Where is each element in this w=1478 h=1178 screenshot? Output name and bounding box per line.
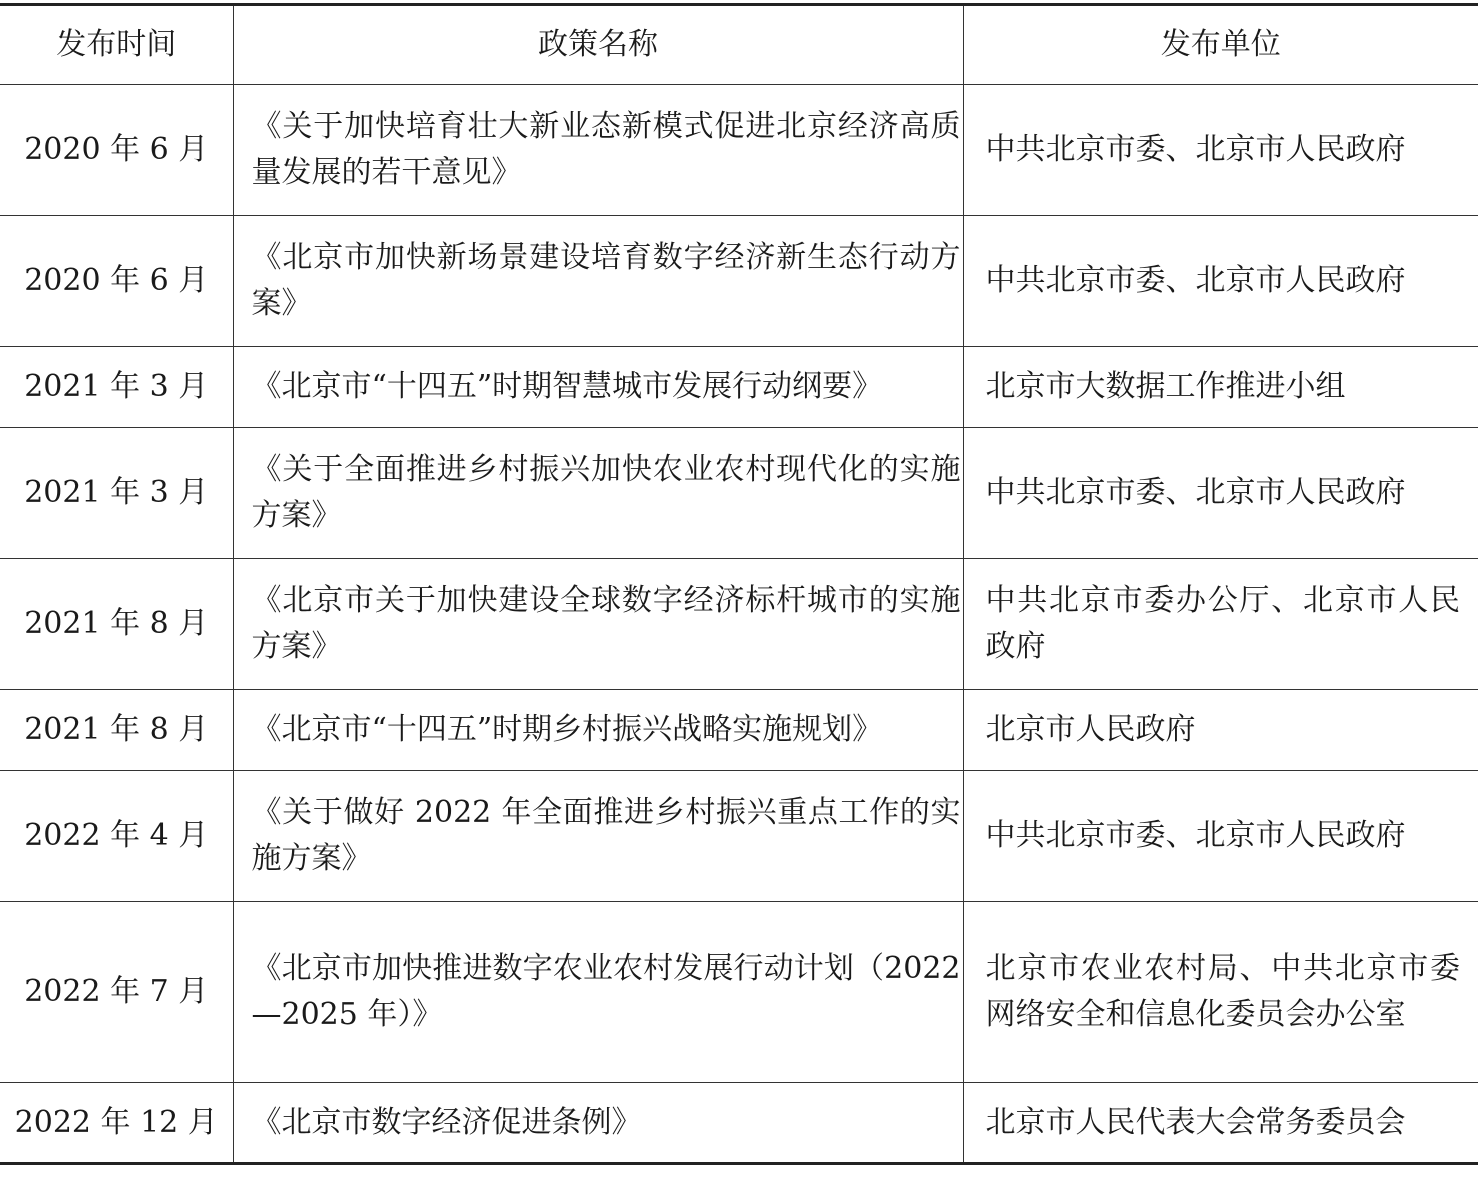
table-body — [0, 85, 1478, 1164]
date-cell: 2021 年 8 月 — [0, 690, 233, 771]
policy-name-cell: 《北京市加快新场景建设培育数字经济新生态行动方案》 — [233, 216, 963, 347]
publisher-cell: 北京市农业农村局、中共北京市委网络安全和信息化委员会办公室 — [963, 902, 1478, 1083]
date-cell: 2021 年 3 月 — [0, 428, 233, 559]
publisher-cell: 北京市人民代表大会常务委员会 — [963, 1083, 1478, 1164]
table-row — [0, 1083, 1478, 1164]
date-cell: 2022 年 4 月 — [0, 771, 233, 902]
table-row — [0, 347, 1478, 428]
publisher-cell: 中共北京市委、北京市人民政府 — [963, 428, 1478, 559]
table-row — [0, 85, 1478, 216]
publisher-cell: 中共北京市委办公厅、北京市人民政府 — [963, 559, 1478, 690]
table-row — [0, 216, 1478, 347]
date-cell: 2022 年 12 月 — [0, 1083, 233, 1164]
header-publisher: 发布单位 — [963, 5, 1478, 85]
policy-name-cell: 《关于做好 2022 年全面推进乡村振兴重点工作的实施方案》 — [233, 771, 963, 902]
policy-name-cell: 《关于全面推进乡村振兴加快农业农村现代化的实施方案》 — [233, 428, 963, 559]
policy-name-cell: 《北京市加快推进数字农业农村发展行动计划（2022—2025 年）》 — [233, 902, 963, 1083]
table-row — [0, 902, 1478, 1083]
table-header — [0, 5, 1478, 85]
header-date: 发布时间 — [0, 5, 233, 85]
policy-name-cell: 《北京市关于加快建设全球数字经济标杆城市的实施方案》 — [233, 559, 963, 690]
table-row — [0, 428, 1478, 559]
table-row — [0, 690, 1478, 771]
policy-table — [0, 3, 1478, 1165]
header-row — [0, 5, 1478, 85]
policy-name-cell: 《北京市数字经济促进条例》 — [233, 1083, 963, 1164]
policy-name-cell: 《北京市“十四五”时期乡村振兴战略实施规划》 — [233, 690, 963, 771]
header-policy-name: 政策名称 — [233, 5, 963, 85]
publisher-cell: 北京市大数据工作推进小组 — [963, 347, 1478, 428]
date-cell: 2021 年 8 月 — [0, 559, 233, 690]
policy-name-cell: 《北京市“十四五”时期智慧城市发展行动纲要》 — [233, 347, 963, 428]
date-cell: 2020 年 6 月 — [0, 85, 233, 216]
policy-name-cell: 《关于加快培育壮大新业态新模式促进北京经济高质量发展的若干意见》 — [233, 85, 963, 216]
date-cell: 2022 年 7 月 — [0, 902, 233, 1083]
publisher-cell: 北京市人民政府 — [963, 690, 1478, 771]
date-cell: 2020 年 6 月 — [0, 216, 233, 347]
table-row — [0, 771, 1478, 902]
publisher-cell: 中共北京市委、北京市人民政府 — [963, 85, 1478, 216]
publisher-cell: 中共北京市委、北京市人民政府 — [963, 771, 1478, 902]
publisher-cell: 中共北京市委、北京市人民政府 — [963, 216, 1478, 347]
date-cell: 2021 年 3 月 — [0, 347, 233, 428]
table-row — [0, 559, 1478, 690]
